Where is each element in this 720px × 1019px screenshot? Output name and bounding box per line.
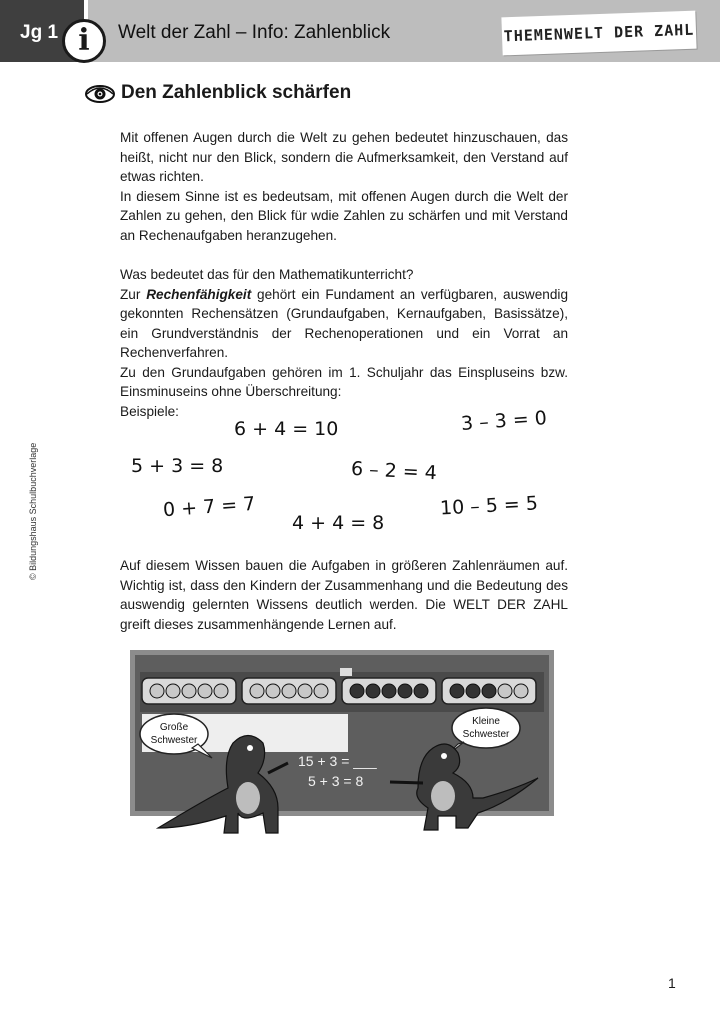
eye-icon bbox=[84, 84, 116, 104]
example-equation: 6 – 2 = 4 bbox=[350, 457, 438, 485]
bead-filled bbox=[482, 684, 496, 698]
example-equation: 10 – 5 = 5 bbox=[439, 492, 539, 520]
board-equation: 15 + 3 = ___ bbox=[298, 753, 377, 769]
poster-clip bbox=[340, 668, 352, 676]
bead-empty bbox=[514, 684, 528, 698]
bead-filled bbox=[366, 684, 380, 698]
copyright-notice: © Bildungshaus Schulbuchverlage bbox=[28, 442, 38, 580]
bead-empty bbox=[498, 684, 512, 698]
paragraph bbox=[120, 285, 568, 363]
bubble-text: Schwester bbox=[462, 729, 510, 740]
intro-text bbox=[120, 128, 568, 245]
bead-filled bbox=[414, 684, 428, 698]
classroom-illustration bbox=[128, 648, 556, 844]
section-title: Den Zahlenblick schärfen bbox=[121, 82, 352, 103]
page-number: 1 bbox=[668, 975, 676, 991]
paragraph: Mit offenen Augen durch die Welt zu gehen bedeutet hinzuschauen, das heißt, nicht nur den Blick, sondern die Aufmerksamkeit, den Verstand auf etwas richten. bbox=[120, 130, 568, 184]
bead-filled bbox=[350, 684, 364, 698]
bead-filled bbox=[450, 684, 464, 698]
example-equation: 5 + 3 = 8 bbox=[131, 455, 224, 477]
bead-empty bbox=[198, 684, 212, 698]
paragraph: Beispiele: bbox=[120, 403, 179, 419]
bead-filled bbox=[398, 684, 412, 698]
bubble-text: Große bbox=[159, 722, 189, 733]
text-run: Zur bbox=[120, 286, 147, 302]
info-icon: i bbox=[62, 19, 106, 63]
bead-empty bbox=[150, 684, 164, 698]
bead-empty bbox=[166, 684, 180, 698]
paragraph: Was bedeutet das für den Mathematikunterricht? bbox=[120, 267, 414, 282]
bubble-text: Schwester bbox=[150, 735, 198, 746]
emphasis-term: Rechenfähigkeit bbox=[146, 286, 252, 302]
page-header bbox=[0, 0, 720, 62]
bead-empty bbox=[298, 684, 312, 698]
math-text bbox=[120, 265, 568, 421]
closing-text bbox=[120, 556, 568, 634]
bead-empty bbox=[214, 684, 228, 698]
board-equation: 5 + 3 = 8 bbox=[308, 773, 364, 789]
bead-filled bbox=[466, 684, 480, 698]
paragraph: In diesem Sinne ist es bedeutsam, mit offenen Augen durch die Welt der Zahlen zu gehen, den Blick für wdie Zahlen zu schärfen und mit Verstand an Rechenaufgaben heranzugehen. bbox=[120, 188, 568, 243]
paragraph: Zu den Grundaufgaben gehören im 1. Schuljahr das Einspluseins bzw. Einsminuseins ohne Überschreitung: bbox=[120, 364, 568, 399]
bead-empty bbox=[250, 684, 264, 698]
example-equation: 3 – 3 = 0 bbox=[460, 407, 548, 435]
bead-empty bbox=[182, 684, 196, 698]
paragraph: Auf diesem Wissen bauen die Aufgaben in größeren Zahlenräumen auf. Wichtig ist, dass den Kindern der Zusammenhang und die Bedeutung des auswendig gelernten Wissens deutlich werden. Die WELT DER ZAHL greift dieses zusammenhängende Lernen auf. bbox=[120, 558, 568, 632]
text-run: gehört ein Fundament an verfügbaren, auswendig gekonnten Rechensätzen (Grundaufgaben, Kernaufgaben, Basissätze), ein Grundverständnis der Rechenoperationen und ein Vorrat an Rechenverfahren. bbox=[120, 286, 568, 360]
bubble-text: Kleine bbox=[472, 716, 500, 727]
bead-empty bbox=[282, 684, 296, 698]
bead-filled bbox=[382, 684, 396, 698]
example-equation: 4 + 4 = 8 bbox=[292, 512, 385, 534]
theme-stamp bbox=[501, 11, 696, 56]
grade-label: Jg 1 bbox=[20, 22, 59, 43]
bead-empty bbox=[314, 684, 328, 698]
example-equation: 6 + 4 = 10 bbox=[234, 418, 339, 440]
example-equation: 0 + 7 = 7 bbox=[162, 492, 256, 522]
theme-stamp-text: THEMENWELT DER ZAHL bbox=[503, 20, 695, 46]
bead-empty bbox=[266, 684, 280, 698]
page-title: Welt der Zahl – Info: Zahlenblick bbox=[118, 22, 391, 43]
